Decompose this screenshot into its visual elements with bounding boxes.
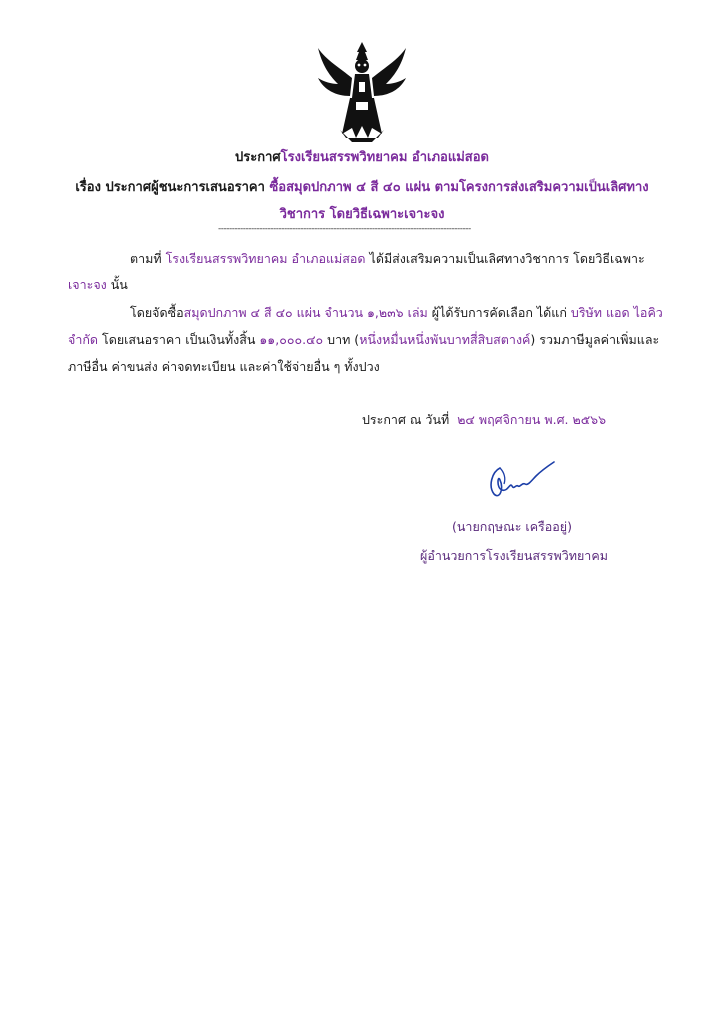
date-label: ประกาศ ณ วันที่ — [362, 412, 450, 427]
p1-lead: ตามที่ — [130, 251, 166, 266]
p1-end: นั้น — [106, 277, 128, 292]
announce-date: ๒๔ พฤศจิกายน พ.ศ. ๒๕๖๖ — [457, 412, 607, 427]
title-word: ประกาศ — [235, 150, 281, 165]
signer-name: (นายกฤษณะ เครืออยู่) — [452, 519, 572, 534]
announcement-title — [0, 146, 724, 167]
p2-currency: บาท ( — [323, 332, 360, 347]
paragraph-1-line-2 — [68, 275, 128, 295]
p2-amount: ๑๑,๐๐๐.๔๐ — [259, 332, 324, 347]
paragraph-2-line-1 — [130, 303, 663, 323]
p2-price-label: โดยเสนอราคา เป็นเงินทั้งสิ้น — [98, 332, 260, 347]
p2-lead: โดยจัดซื้อ — [130, 305, 184, 320]
paragraph-2-line-3 — [68, 357, 380, 377]
separator-line: -------------------------------------------------------------------------------------------- — [218, 224, 471, 234]
announce-date-line — [362, 410, 606, 430]
subject-line — [0, 176, 724, 197]
p2-vendor-suffix: จำกัด — [68, 332, 99, 347]
subject-prefix: เรื่อง ประกาศผู้ชนะการเสนอราคา — [75, 180, 270, 195]
school-name: โรงเรียนสรรพวิทยาคม อำเภอแม่สอด — [280, 150, 489, 165]
subject-line-2: วิชาการ โดยวิธีเฉพาะเจาะจง — [279, 207, 445, 222]
paragraph-2-line-2 — [68, 330, 659, 350]
paragraph-1-line-1 — [130, 249, 645, 269]
subject-item: ซื้อสมุดปกภาพ ๔ สี ๔๐ แผ่น ตามโครงการส่งเสริมความเป็นเลิศทาง — [269, 180, 649, 195]
p2-other-costs: ภาษีอื่น ค่าขนส่ง ค่าจดทะเบียน และค่าใช้จ่ายอื่น ๆ ทั้งปวง — [68, 359, 380, 374]
p2-text: ผู้ได้รับการคัดเลือก ได้แก่ — [427, 305, 571, 320]
p2-vat: ) รวมภาษีมูลค่าเพิ่มและ — [530, 332, 660, 347]
signer-position: ผู้อำนวยการโรงเรียนสรรพวิทยาคม — [420, 548, 608, 563]
p2-item: สมุดปกภาพ ๔ สี ๔๐ แผ่น จำนวน ๑,๒๓๖ เล่ม — [183, 305, 428, 320]
p2-amount-words: หนึ่งหมื่นหนึ่งพันบาทสี่สิบสตางค์ — [359, 332, 531, 347]
handwritten-signature — [470, 458, 560, 508]
p1-text: ได้มีส่งเสริมความเป็นเลิศทางวิชาการ โดยวิธีเฉพาะ — [365, 251, 645, 266]
garuda-emblem — [312, 38, 412, 146]
p1-method: เจาะจง — [68, 277, 107, 292]
p2-vendor: บริษัท แอด ไอคิว — [570, 305, 663, 320]
p1-school: โรงเรียนสรรพวิทยาคม อำเภอแม่สอด — [165, 251, 366, 266]
